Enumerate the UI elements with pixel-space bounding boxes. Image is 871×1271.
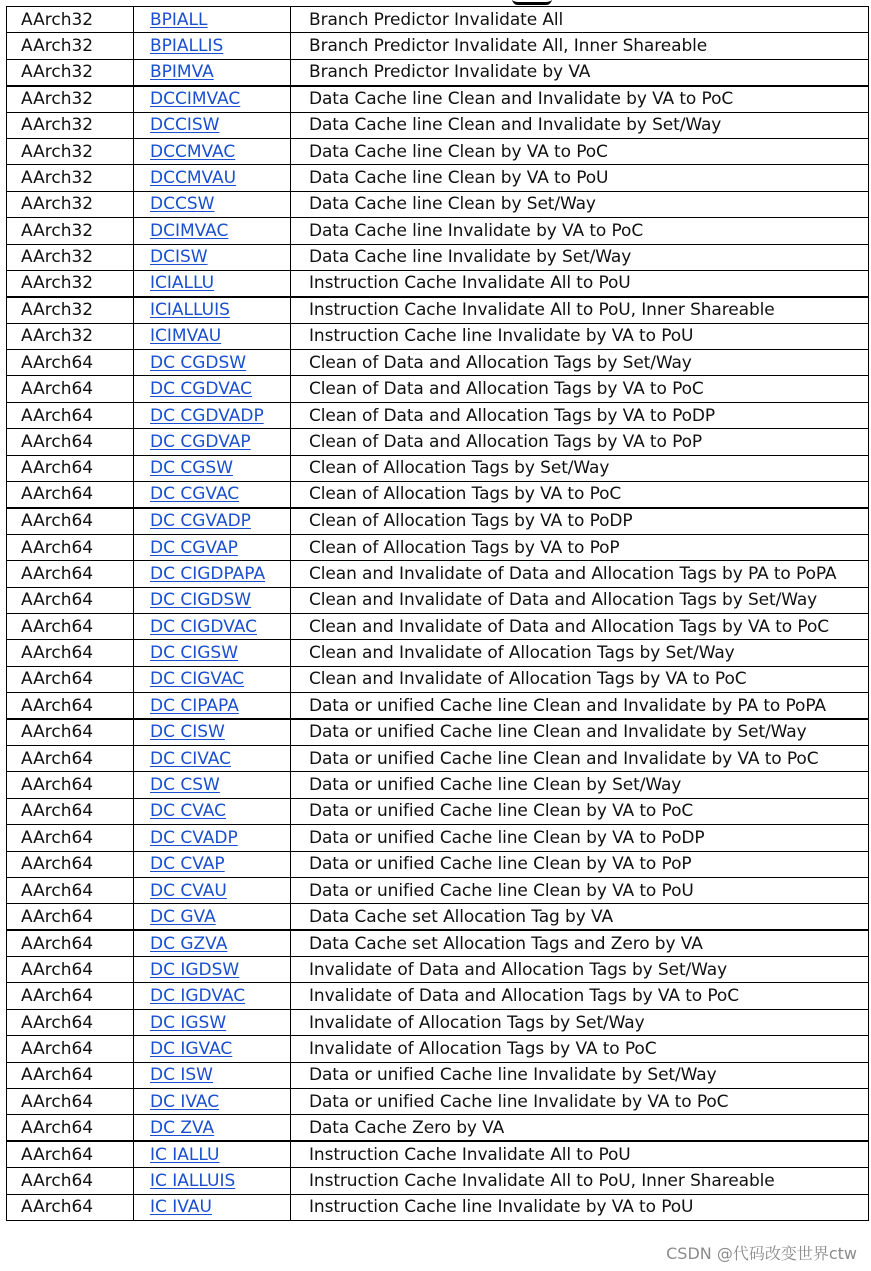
operation-cell <box>134 534 291 560</box>
description-cell: Data or unified Cache line Clean by VA to PoU <box>291 877 869 903</box>
table-row <box>7 534 869 560</box>
arch-cell: AArch32 <box>7 59 134 85</box>
table-row <box>7 86 869 112</box>
description-cell: Invalidate of Allocation Tags by VA to PoC <box>291 1036 869 1062</box>
operation-cell <box>134 693 291 719</box>
watermark: CSDN @代码改变世界ctw <box>666 1244 857 1263</box>
arch-cell: AArch32 <box>7 86 134 112</box>
operation-cell <box>134 1062 291 1088</box>
table-row <box>7 429 869 455</box>
table-row <box>7 112 869 138</box>
table-row <box>7 244 869 270</box>
table-row <box>7 957 869 983</box>
arch-cell: AArch64 <box>7 429 134 455</box>
table-row <box>7 1036 869 1062</box>
table-row <box>7 666 869 692</box>
description-cell: Clean and Invalidate of Allocation Tags by Set/Way <box>291 640 869 666</box>
operation-cell <box>134 561 291 587</box>
table-row <box>7 33 869 59</box>
operation-cell <box>134 640 291 666</box>
table-row <box>7 508 869 534</box>
description-cell: Clean and Invalidate of Allocation Tags by VA to PoC <box>291 666 869 692</box>
arch-cell: AArch64 <box>7 904 134 930</box>
operation-link[interactable]: BPIALLIS <box>150 36 224 57</box>
description-cell: Data or unified Cache line Clean by VA to PoC <box>291 798 869 824</box>
operation-cell <box>134 1009 291 1035</box>
table-row <box>7 376 869 402</box>
description-cell: Data Cache line Clean by Set/Way <box>291 191 869 217</box>
arch-cell: AArch64 <box>7 350 134 376</box>
description-cell: Data or unified Cache line Clean by VA to PoP <box>291 851 869 877</box>
description-cell: Clean and Invalidate of Data and Allocation Tags by VA to PoC <box>291 613 869 639</box>
operation-link[interactable]: IC IVAU <box>150 1197 212 1218</box>
cache-maintenance-table <box>6 6 869 1221</box>
header-glyph-fragment <box>512 0 552 5</box>
operation-link[interactable]: DC CVAU <box>150 880 227 901</box>
operation-link[interactable]: DC IGDVAC <box>150 986 246 1007</box>
description-cell: Clean of Data and Allocation Tags by Set/Way <box>291 350 869 376</box>
operation-cell <box>134 323 291 349</box>
arch-cell: AArch64 <box>7 1036 134 1062</box>
table-row <box>7 798 869 824</box>
operation-cell <box>134 350 291 376</box>
description-cell: Instruction Cache Invalidate All to PoU <box>291 1141 869 1167</box>
operation-cell <box>134 772 291 798</box>
arch-cell: AArch64 <box>7 482 134 508</box>
operation-link[interactable]: DC CVADP <box>150 827 238 848</box>
operation-link[interactable]: IC IALLUIS <box>150 1170 236 1191</box>
operation-link[interactable]: DC CGSW <box>150 458 234 479</box>
description-cell: Instruction Cache Invalidate All to PoU, Inner Shareable <box>291 297 869 323</box>
table-row <box>7 613 869 639</box>
description-cell: Data or unified Cache line Invalidate by VA to PoC <box>291 1089 869 1115</box>
arch-cell: AArch64 <box>7 772 134 798</box>
operation-cell <box>134 482 291 508</box>
operation-cell <box>134 1194 291 1220</box>
operation-link[interactable]: DC CVAP <box>150 854 225 875</box>
operation-link[interactable]: DC ISW <box>150 1065 213 1086</box>
table-row <box>7 930 869 956</box>
arch-cell: AArch32 <box>7 191 134 217</box>
table-row <box>7 693 869 719</box>
arch-cell: AArch64 <box>7 561 134 587</box>
arch-cell: AArch32 <box>7 165 134 191</box>
arch-cell: AArch32 <box>7 323 134 349</box>
table-row <box>7 1009 869 1035</box>
operation-link[interactable]: DC CGDVADP <box>150 405 264 426</box>
arch-cell: AArch32 <box>7 7 134 33</box>
operation-link[interactable]: DC CISW <box>150 722 225 743</box>
operation-link[interactable]: DC CIGVAC <box>150 669 245 690</box>
operation-link[interactable]: DC CIGSW <box>150 643 239 664</box>
operation-cell <box>134 165 291 191</box>
description-cell: Data or unified Cache line Clean and Invalidate by VA to PoC <box>291 745 869 771</box>
arch-cell: AArch32 <box>7 112 134 138</box>
table-row <box>7 719 869 745</box>
operation-link[interactable]: ICIMVAU <box>150 326 222 347</box>
operation-cell <box>134 402 291 428</box>
operation-cell <box>134 983 291 1009</box>
operation-link[interactable]: BPIALL <box>150 9 208 30</box>
operation-link[interactable]: IC IALLU <box>150 1144 220 1165</box>
operation-link[interactable]: DC CIVAC <box>150 748 231 769</box>
operation-link[interactable]: DCCMVAU <box>150 168 237 189</box>
operation-cell <box>134 376 291 402</box>
table-row <box>7 323 869 349</box>
operation-link[interactable]: DC IVAC <box>150 1091 220 1112</box>
arch-cell: AArch64 <box>7 983 134 1009</box>
operation-cell <box>134 1141 291 1167</box>
description-cell: Data Cache line Invalidate by VA to PoC <box>291 218 869 244</box>
operation-link[interactable]: DC CGDVAC <box>150 379 252 400</box>
operation-link[interactable]: DCISW <box>150 247 208 268</box>
operation-link[interactable]: DC CIGDSW <box>150 590 252 611</box>
table-row <box>7 1141 869 1167</box>
operation-cell <box>134 798 291 824</box>
table-row <box>7 877 869 903</box>
description-cell: Clean of Data and Allocation Tags by VA to PoC <box>291 376 869 402</box>
description-cell: Clean and Invalidate of Data and Allocation Tags by Set/Way <box>291 587 869 613</box>
table-row <box>7 561 869 587</box>
arch-cell: AArch64 <box>7 825 134 851</box>
operation-cell <box>134 7 291 33</box>
operation-link[interactable]: DC CSW <box>150 775 220 796</box>
operation-cell <box>134 877 291 903</box>
description-cell: Clean of Data and Allocation Tags by VA to PoDP <box>291 402 869 428</box>
arch-cell: AArch64 <box>7 508 134 534</box>
operation-cell <box>134 191 291 217</box>
operation-cell <box>134 1168 291 1194</box>
arch-cell: AArch64 <box>7 1089 134 1115</box>
operation-cell <box>134 1115 291 1141</box>
arch-cell: AArch64 <box>7 1194 134 1220</box>
table-row <box>7 350 869 376</box>
table-row <box>7 402 869 428</box>
operation-link[interactable]: BPIMVA <box>150 62 214 83</box>
operation-cell <box>134 745 291 771</box>
table-row <box>7 983 869 1009</box>
arch-cell: AArch32 <box>7 297 134 323</box>
arch-cell: AArch64 <box>7 1115 134 1141</box>
operation-link[interactable]: DC CVAC <box>150 801 226 822</box>
arch-cell: AArch32 <box>7 244 134 270</box>
operation-cell <box>134 455 291 481</box>
table-row <box>7 851 869 877</box>
operation-link[interactable]: DCCIMVAC <box>150 89 241 110</box>
operation-cell <box>134 86 291 112</box>
description-cell: Instruction Cache Invalidate All to PoU, Inner Shareable <box>291 1168 869 1194</box>
operation-link[interactable]: DCCMVAC <box>150 141 236 162</box>
operation-cell <box>134 719 291 745</box>
description-cell: Data or unified Cache line Clean and Invalidate by Set/Way <box>291 719 869 745</box>
arch-cell: AArch64 <box>7 719 134 745</box>
operation-link[interactable]: DC IGSW <box>150 1012 227 1033</box>
table-row <box>7 218 869 244</box>
operation-cell <box>134 613 291 639</box>
arch-cell: AArch64 <box>7 693 134 719</box>
operation-link[interactable]: DC GZVA <box>150 933 228 954</box>
operation-link[interactable]: DC ZVA <box>150 1117 215 1138</box>
operation-link[interactable]: DC CIGDVAC <box>150 616 257 637</box>
description-cell: Instruction Cache line Invalidate by VA to PoU <box>291 1194 869 1220</box>
table-row <box>7 1168 869 1194</box>
arch-cell: AArch64 <box>7 1141 134 1167</box>
operation-cell <box>134 666 291 692</box>
description-cell: Branch Predictor Invalidate All, Inner Shareable <box>291 33 869 59</box>
table-row <box>7 297 869 323</box>
operation-link[interactable]: DCCSW <box>150 194 215 215</box>
description-cell: Data or unified Cache line Clean by Set/Way <box>291 772 869 798</box>
operation-link[interactable]: ICIALLU <box>150 273 215 294</box>
description-cell: Data or unified Cache line Clean by VA to PoDP <box>291 825 869 851</box>
arch-cell: AArch32 <box>7 138 134 164</box>
operation-cell <box>134 429 291 455</box>
description-cell: Data Cache line Clean and Invalidate by Set/Way <box>291 112 869 138</box>
arch-cell: AArch64 <box>7 1009 134 1035</box>
arch-cell: AArch64 <box>7 1168 134 1194</box>
operation-cell <box>134 825 291 851</box>
description-cell: Data or unified Cache line Clean and Invalidate by PA to PoPA <box>291 693 869 719</box>
operation-link[interactable]: DC IGVAC <box>150 1038 233 1059</box>
operation-link[interactable]: DC CGVAP <box>150 537 238 558</box>
operation-link[interactable]: DC CIPAPA <box>150 695 239 716</box>
arch-cell: AArch64 <box>7 534 134 560</box>
arch-cell: AArch32 <box>7 218 134 244</box>
table-row <box>7 1115 869 1141</box>
arch-cell: AArch64 <box>7 957 134 983</box>
description-cell: Invalidate of Data and Allocation Tags by Set/Way <box>291 957 869 983</box>
operation-cell <box>134 930 291 956</box>
description-cell: Clean and Invalidate of Data and Allocation Tags by PA to PoPA <box>291 561 869 587</box>
operation-cell <box>134 138 291 164</box>
table-body <box>7 7 869 1221</box>
operation-cell <box>134 297 291 323</box>
description-cell: Data Cache line Clean and Invalidate by VA to PoC <box>291 86 869 112</box>
arch-cell: AArch64 <box>7 851 134 877</box>
arch-cell: AArch64 <box>7 613 134 639</box>
table-row <box>7 1089 869 1115</box>
table-row <box>7 745 869 771</box>
table-row <box>7 1194 869 1220</box>
operation-cell <box>134 59 291 85</box>
operation-cell <box>134 587 291 613</box>
description-cell: Clean of Allocation Tags by VA to PoC <box>291 482 869 508</box>
operation-cell <box>134 1036 291 1062</box>
table-row <box>7 825 869 851</box>
operation-link[interactable]: DC CGDVAP <box>150 431 251 452</box>
description-cell: Clean of Allocation Tags by Set/Way <box>291 455 869 481</box>
description-cell: Invalidate of Data and Allocation Tags by VA to PoC <box>291 983 869 1009</box>
operation-link[interactable]: DC CGVAC <box>150 484 240 505</box>
table-row <box>7 455 869 481</box>
table-row <box>7 270 869 296</box>
operation-cell <box>134 851 291 877</box>
description-cell: Data Cache Zero by VA <box>291 1115 869 1141</box>
arch-cell: AArch64 <box>7 666 134 692</box>
description-cell: Data Cache line Clean by VA to PoU <box>291 165 869 191</box>
table-row <box>7 640 869 666</box>
description-cell: Data Cache line Invalidate by Set/Way <box>291 244 869 270</box>
operation-cell <box>134 1089 291 1115</box>
table-row <box>7 165 869 191</box>
table-row <box>7 191 869 217</box>
operation-cell <box>134 957 291 983</box>
table-row <box>7 138 869 164</box>
description-cell: Branch Predictor Invalidate by VA <box>291 59 869 85</box>
table-row <box>7 904 869 930</box>
arch-cell: AArch64 <box>7 402 134 428</box>
description-cell: Instruction Cache Invalidate All to PoU <box>291 270 869 296</box>
operation-cell <box>134 244 291 270</box>
arch-cell: AArch64 <box>7 877 134 903</box>
operation-link[interactable]: DC GVA <box>150 906 216 927</box>
arch-cell: AArch64 <box>7 930 134 956</box>
description-cell: Data Cache set Allocation Tag by VA <box>291 904 869 930</box>
description-cell: Invalidate of Allocation Tags by Set/Way <box>291 1009 869 1035</box>
table-row <box>7 59 869 85</box>
operation-cell <box>134 270 291 296</box>
operation-cell <box>134 218 291 244</box>
description-cell: Clean of Allocation Tags by VA to PoDP <box>291 508 869 534</box>
operation-link[interactable]: DC CGDSW <box>150 352 247 373</box>
operation-link[interactable]: DCIMVAC <box>150 220 229 241</box>
arch-cell: AArch64 <box>7 640 134 666</box>
arch-cell: AArch64 <box>7 376 134 402</box>
operation-cell <box>134 508 291 534</box>
operation-link[interactable]: DC CIGDPAPA <box>150 563 266 584</box>
table-row <box>7 7 869 33</box>
operation-cell <box>134 112 291 138</box>
operation-link[interactable]: ICIALLUIS <box>150 300 230 321</box>
description-cell: Clean of Allocation Tags by VA to PoP <box>291 534 869 560</box>
operation-link[interactable]: DCCISW <box>150 115 220 136</box>
table-row <box>7 482 869 508</box>
arch-cell: AArch64 <box>7 745 134 771</box>
arch-cell: AArch32 <box>7 33 134 59</box>
description-cell: Instruction Cache line Invalidate by VA to PoU <box>291 323 869 349</box>
arch-cell: AArch32 <box>7 270 134 296</box>
description-cell: Clean of Data and Allocation Tags by VA to PoP <box>291 429 869 455</box>
arch-cell: AArch64 <box>7 587 134 613</box>
table-row <box>7 772 869 798</box>
description-cell: Data Cache line Clean by VA to PoC <box>291 138 869 164</box>
arch-cell: AArch64 <box>7 798 134 824</box>
description-cell: Branch Predictor Invalidate All <box>291 7 869 33</box>
operation-cell <box>134 904 291 930</box>
table-row <box>7 1062 869 1088</box>
arch-cell: AArch64 <box>7 1062 134 1088</box>
operation-link[interactable]: DC IGDSW <box>150 959 240 980</box>
operation-link[interactable]: DC CGVADP <box>150 511 251 532</box>
arch-cell: AArch64 <box>7 455 134 481</box>
description-cell: Data or unified Cache line Invalidate by Set/Way <box>291 1062 869 1088</box>
table-row <box>7 587 869 613</box>
description-cell: Data Cache set Allocation Tags and Zero by VA <box>291 930 869 956</box>
operation-cell <box>134 33 291 59</box>
